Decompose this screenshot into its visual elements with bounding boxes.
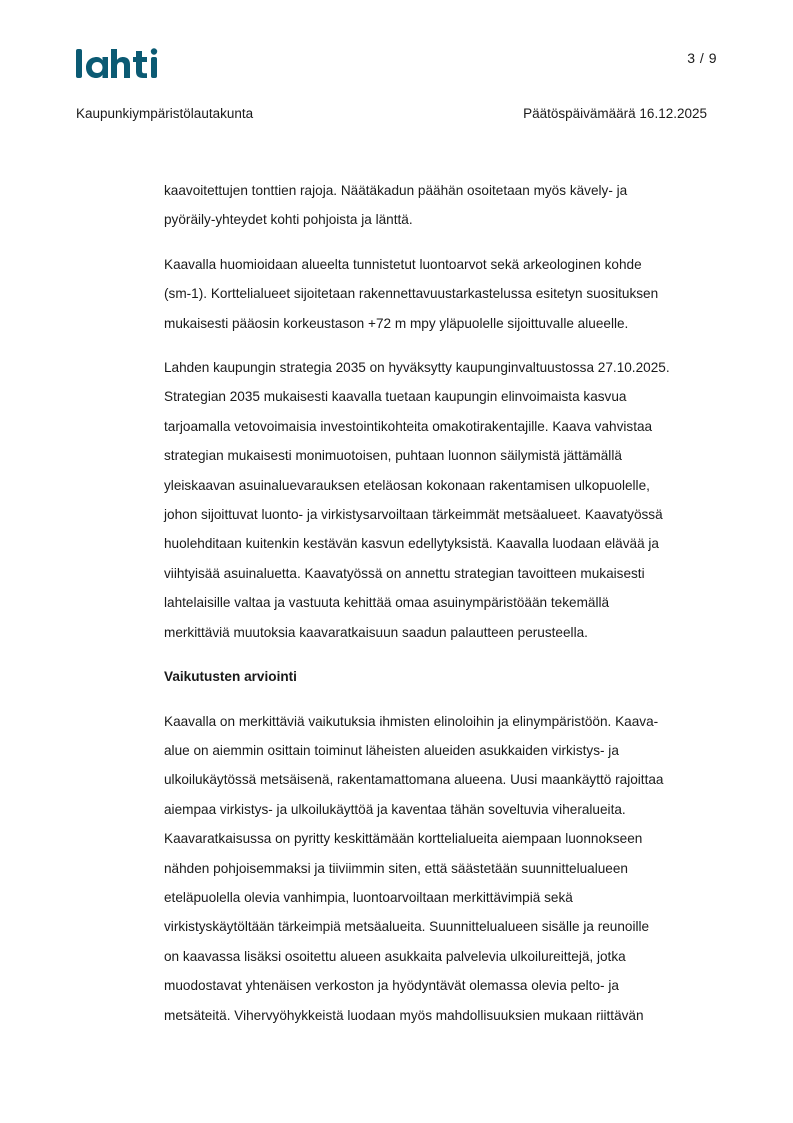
lahti-logo: [76, 46, 168, 82]
paragraph-3: Lahden kaupungin strategia 2035 on hyväksytty kaupunginvaltuustossa 27.10.2025. Strategian 2035 mukaisesti kaavalla tuetaan kaupungin elinvoimaista kasvua tarjoamalla vetovoimaisia investointikohteita omakotirakentajille. Kaava vahvistaa strategian mukaisesti monimuotoisen, puhtaan luonnon säilymistä jättämällä yleiskaavan asuinaluevarauksen eteläosan kokonaan rakentamisen ulkopuolelle, johon sijoittuvat luonto- ja virkistysarvoiltaan tärkeimmät metsäalueet. Kaavatyössä huolehditaan kuitenkin kestävän kasvun edellytyksistä. Kaavalla luodaan elävää ja viihtyisää asuinaluetta. Kaavatyössä on annettu strategian tavoitteen mukaisesti lahtelaisille valtaa ja vastuuta kehittää omaa asuinympäristöään tekemällä merkittäviä muutoksia kaavaratkaisuun saadun palautteen perusteella.: [164, 360, 670, 640]
page-number: 3 / 9: [687, 50, 717, 66]
document-header: [76, 106, 707, 121]
committee-name: Kaupunkiympäristölautakunta: [76, 106, 254, 121]
paragraph-2: Kaavalla huomioidaan alueelta tunnistetut luontoarvot sekä arkeologinen kohde (sm-1). Korttelialueet sijoitetaan rakennettavuustarkastelussa esitetyn suosituksen mukaisesti pääosin korkeustason +72 m mpy yläpuolelle sijoittuvalle alueelle.: [164, 256, 659, 331]
decision-date: Päätöspäivämäärä 16.12.2025: [523, 106, 707, 121]
paragraph-4: Kaavalla on merkittäviä vaikutuksia ihmisten elinoloihin ja elinympäristöön. Kaava- alue on aiemmin osittain toiminut läheisten alueiden asukkaiden virkistys- ja ulkoilukäytössä metsäisenä, rakentamattomana alueena. Uusi maankäyttö rajoittaa aiempaa virkistys- ja ulkoilukäyttöä ja kaventaa tähän soveltuvia viheralueita. Kaavaratkaisussa on pyritty keskittämään korttelialueita aiempaan luonnokseen nähden pohjoisemmaksi ja tiiviimmin siten, että säästetään suunnittelualueen eteläpuolella olevia vanhimpia, luontoarvoiltaan merkittävimpiä sekä virkistyskäytöltään tärkeimpiä metsäalueita. Suunnittelualueen sisälle ja reunoille on kaavassa lisäksi osoitettu alueen asukkaita palvelevia ulkoilureittejä, jotka muodostavat yhtenäisen verkoston ja hyödyntävät olemassa olevia pelto- ja metsäteitä. Vihervyöhykkeistä luodaan myös mahdollisuuksien mukaan riittävän: [164, 713, 664, 1023]
section-heading: Vaikutusten arviointi: [164, 669, 297, 685]
lahti-logo-icon: [76, 46, 168, 82]
paragraph-1: kaavoitettujen tonttien rajoja. Näätäkadun päähän osoitetaan myös kävely- ja pyöräily-yhteydet kohti pohjoista ja länttä.: [164, 183, 628, 228]
document-body: [164, 176, 720, 1045]
